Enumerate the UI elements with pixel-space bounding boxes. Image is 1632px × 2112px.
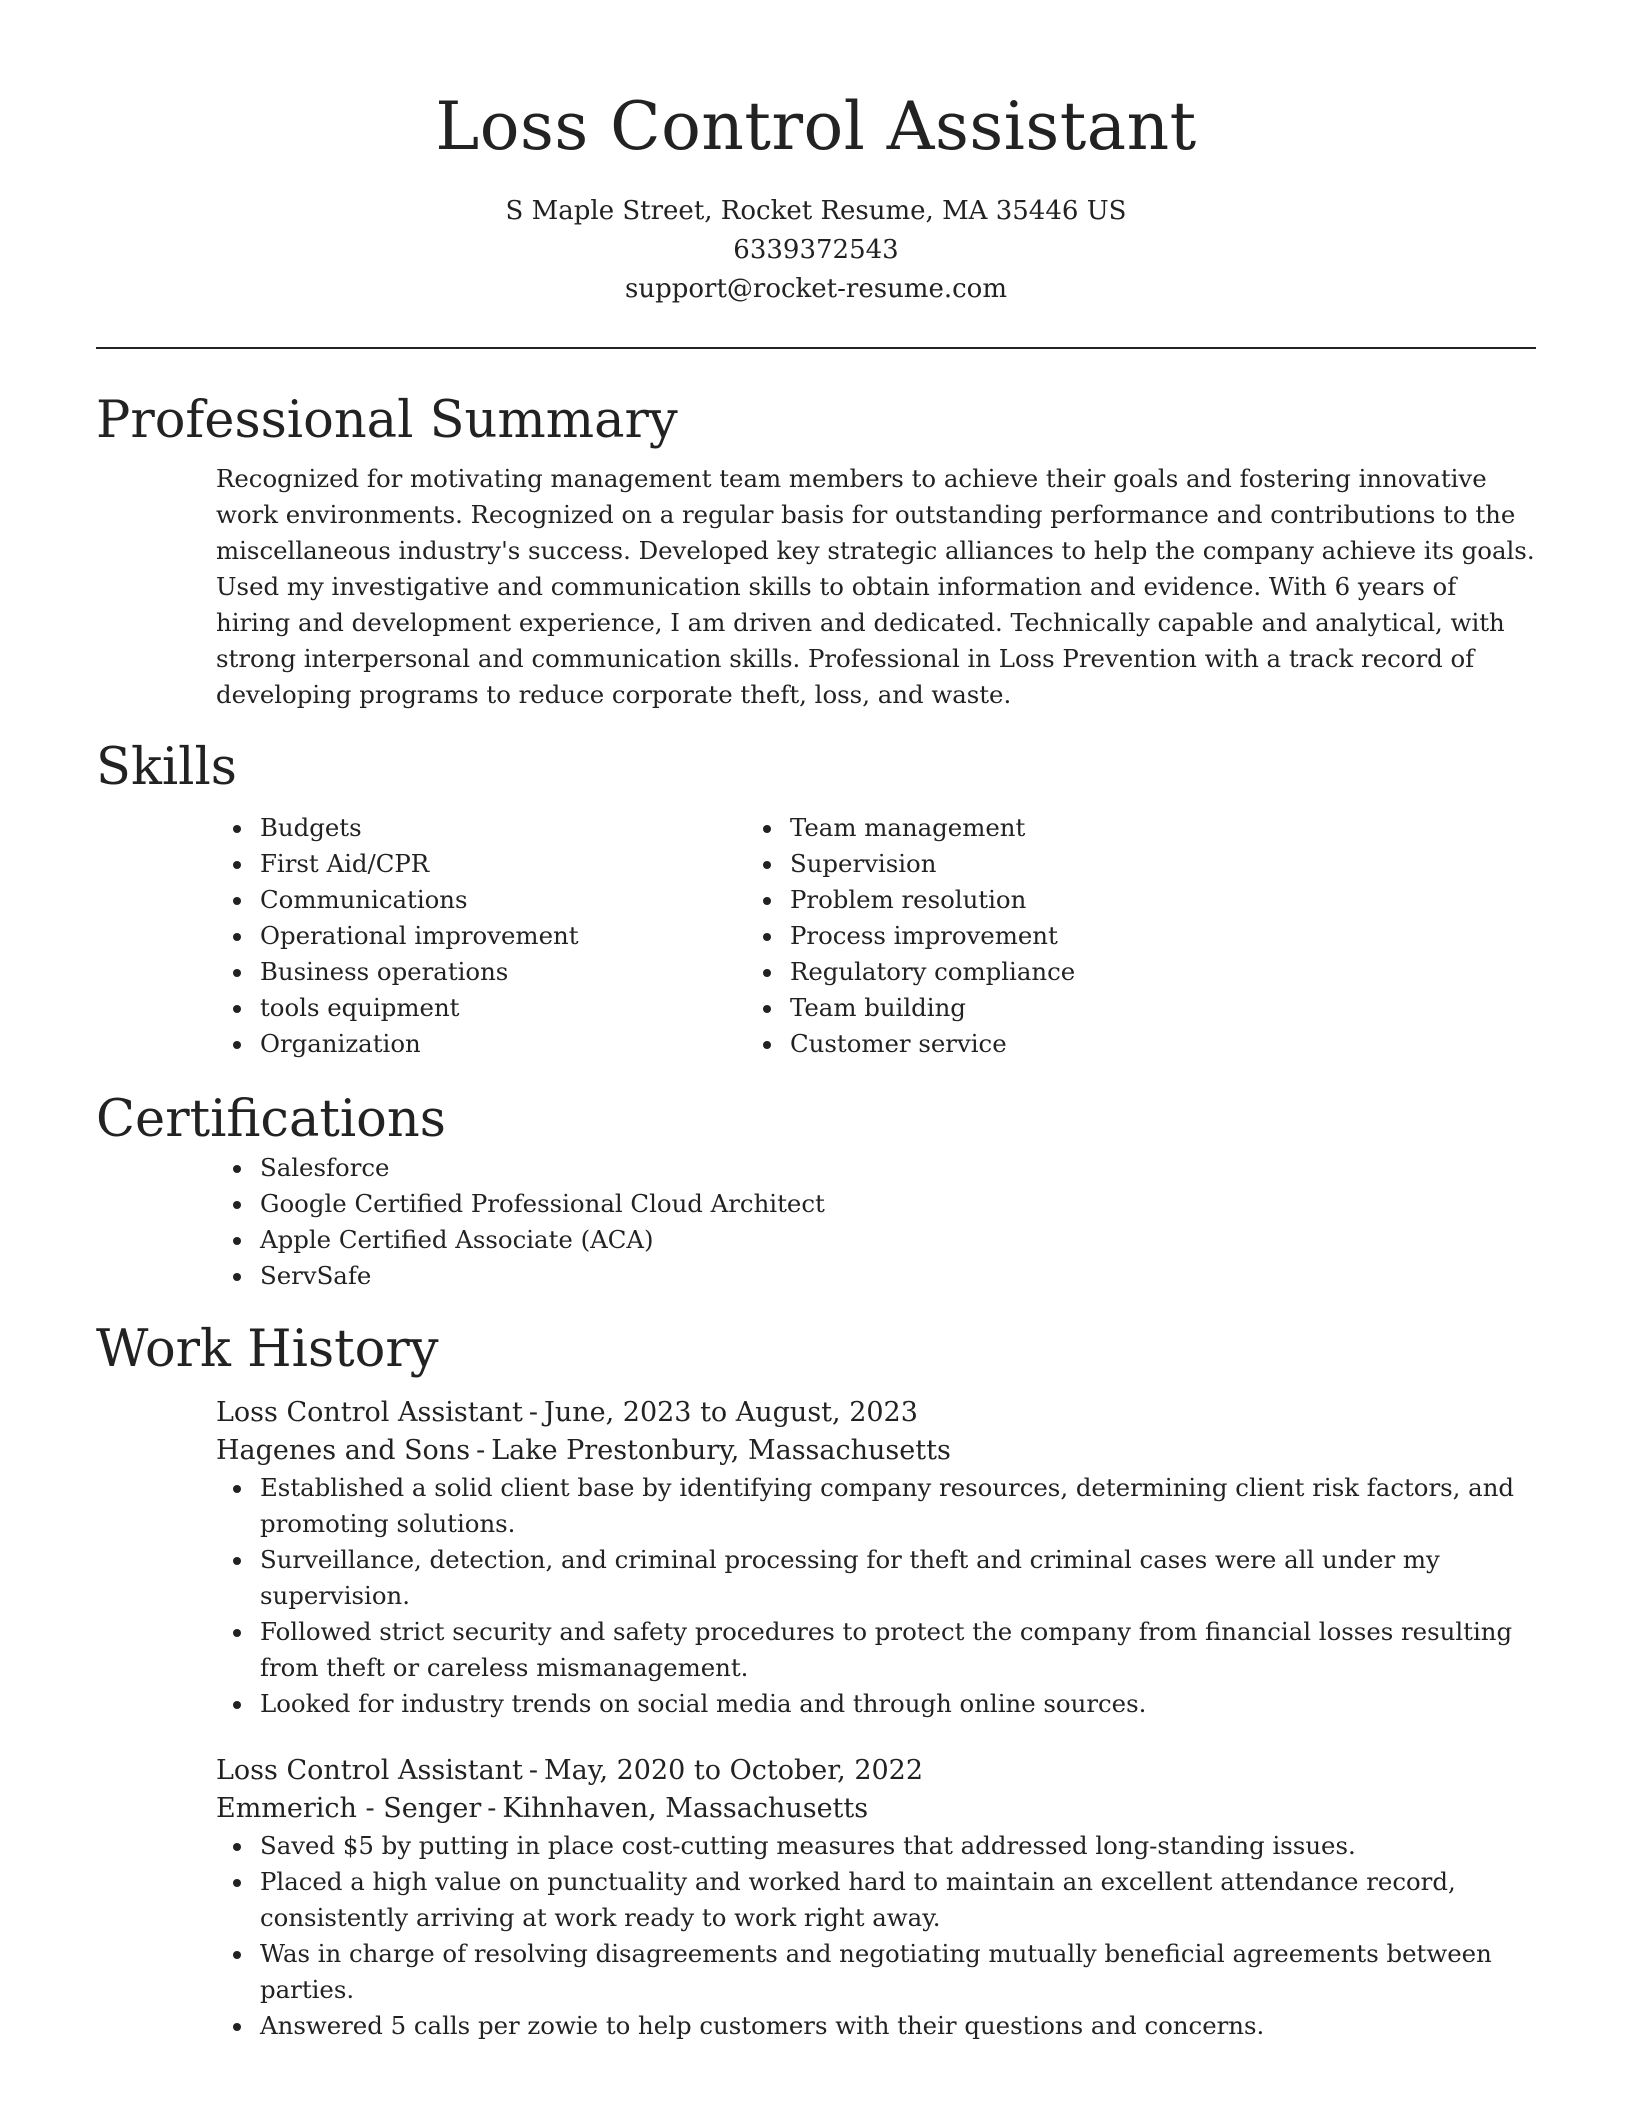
job-location: Lake Prestonbury, Massachusetts (491, 1435, 951, 1466)
job-bullet-list (216, 1470, 1536, 1722)
work-history-section (96, 1320, 1536, 2044)
header-divider (96, 347, 1536, 349)
skill-item: Problem resolution (626, 882, 1536, 918)
job-dates: May, 2020 to October, 2022 (544, 1755, 924, 1786)
skill-item: Supervision (626, 846, 1536, 882)
skills-grid (96, 810, 1536, 1062)
certifications-section (96, 1090, 1536, 1294)
skill-item: First Aid/CPR (96, 846, 746, 882)
skill-item: Team building (626, 990, 1536, 1026)
job-company-line (216, 1432, 1536, 1470)
skill-item: Organization (96, 1026, 746, 1062)
skill-item: Budgets (96, 810, 746, 846)
job-bullet: Surveillance, detection, and criminal processing for theft and criminal cases were all under my supervision. (216, 1542, 1536, 1614)
certification-item: Google Certified Professional Cloud Architect (96, 1186, 1536, 1222)
certification-item: Apple Certified Associate (ACA) (96, 1222, 1536, 1258)
separator: - (476, 1435, 486, 1466)
certifications-list (96, 1150, 1536, 1294)
job-entry (216, 1394, 1536, 1722)
skill-item: Team management (626, 810, 1536, 846)
contact-email: support@rocket-resume.com (624, 274, 1007, 304)
job-bullet: Looked for industry trends on social media and through online sources. (216, 1686, 1536, 1722)
resume-header (96, 0, 1536, 309)
candidate-name: Loss Control Assistant (435, 88, 1197, 165)
job-bullet: Established a solid client base by identifying company resources, determining client risk factors, and promoting solutions. (216, 1470, 1536, 1542)
skill-item: Regulatory compliance (626, 954, 1536, 990)
summary-section (96, 391, 1536, 713)
job-role: Loss Control Assistant (216, 1755, 523, 1786)
job-company: Hagenes and Sons (216, 1435, 471, 1466)
job-title-line (216, 1752, 1536, 1790)
separator: - (528, 1397, 539, 1428)
separator: - (487, 1793, 497, 1824)
separator: - (528, 1755, 539, 1786)
job-entry (216, 1752, 1536, 2044)
job-company: Emmerich - Senger (216, 1793, 482, 1824)
skill-item: Business operations (96, 954, 746, 990)
job-dates: June, 2023 to August, 2023 (544, 1397, 918, 1428)
skill-item: Customer service (626, 1026, 1536, 1062)
job-bullet-list (216, 1828, 1536, 2044)
certification-item: ServSafe (96, 1258, 1536, 1294)
skills-heading: Skills (96, 738, 237, 797)
job-role: Loss Control Assistant (216, 1397, 523, 1428)
job-location: Kihnhaven, Massachusetts (502, 1793, 869, 1824)
skills-list-right (626, 810, 1536, 1062)
summary-text: Recognized for motivating management team members to achieve their goals and fostering innovative work environments. Recognized on a regular basis for outstanding performance and contributions to the miscellaneous industry's success. Developed key strategic alliances to help the company achieve its goals. Used my investigative and communication skills to obtain information and evidence. With 6 years of hiring and development experience, I am driven and dedicated. Technically capable and analytical, with strong interpersonal and communication skills. Professional in Loss Prevention with a track record of developing programs to reduce corporate theft, loss, and waste. (216, 464, 1535, 709)
contact-phone: 6339372543 (733, 235, 899, 265)
work-history-heading: Work History (96, 1320, 439, 1379)
resume-page (96, 0, 1536, 2112)
skill-item: Communications (96, 882, 746, 918)
skill-item: Operational improvement (96, 918, 746, 954)
skills-section (96, 738, 1536, 1062)
job-bullet: Saved $5 by putting in place cost-cutting measures that addressed long-standing issues. (216, 1828, 1536, 1864)
job-bullet: Was in charge of resolving disagreements and negotiating mutually beneficial agreements between parties. (216, 1936, 1536, 2008)
skill-item: tools equipment (96, 990, 746, 1026)
summary-heading: Professional Summary (96, 391, 678, 450)
contact-address: S Maple Street, Rocket Resume, MA 35446 US (505, 196, 1127, 226)
contact-info (96, 192, 1536, 309)
skills-column-right (746, 810, 1536, 1062)
job-bullet: Answered 5 calls per zowie to help customers with their questions and concerns. (216, 2008, 1536, 2044)
job-company-line (216, 1790, 1536, 1828)
certifications-heading: Certifications (96, 1090, 446, 1149)
job-bullet: Placed a high value on punctuality and worked hard to maintain an excellent attendance record, consistently arriving at work ready to work right away. (216, 1864, 1536, 1936)
certification-item: Salesforce (96, 1150, 1536, 1186)
job-title-line (216, 1394, 1536, 1432)
skill-item: Process improvement (626, 918, 1536, 954)
job-bullet: Followed strict security and safety procedures to protect the company from financial losses resulting from theft or careless mismanagement. (216, 1614, 1536, 1686)
